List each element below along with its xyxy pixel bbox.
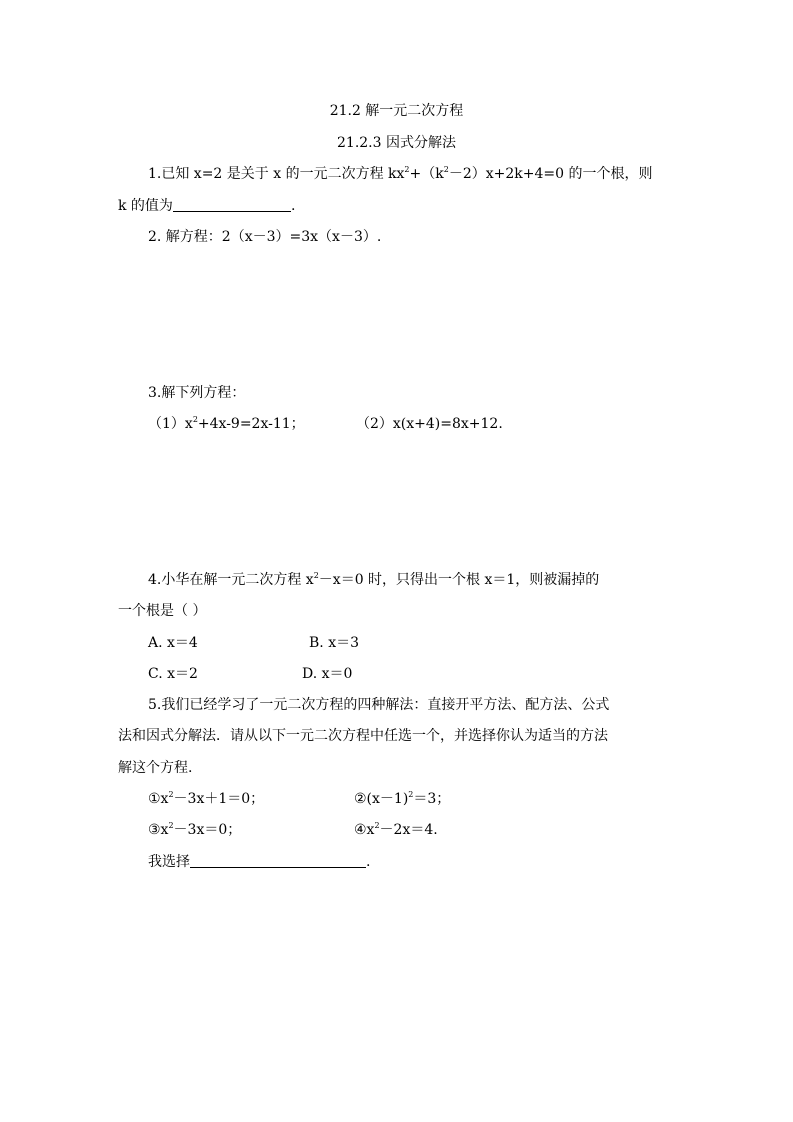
q4-exponent: 2 <box>313 571 319 580</box>
q3p1-text-a: （1）x <box>148 416 193 432</box>
q5e3-text-a: ③x <box>148 822 169 838</box>
q5e1-text-a: ①x <box>148 791 169 807</box>
question-3-heading: 3.解下列方程： <box>148 385 246 401</box>
q1-exponent-1: 2 <box>404 165 410 174</box>
q5e1-exponent: 2 <box>168 790 174 799</box>
q5-choice-line <box>148 852 370 872</box>
q5e2-text-b: ＝3； <box>413 791 451 807</box>
q1-text-e: . <box>290 198 296 214</box>
q5-equation-1 <box>148 789 264 809</box>
question-4-line-2: 一个根是（ ） <box>118 603 207 619</box>
q4-option-b[interactable]: B. x＝3 <box>309 635 359 651</box>
q5-equation-2 <box>354 789 450 809</box>
q5e4-text-b: －2x＝4. <box>379 822 438 838</box>
question-5-line-3: 解这个方程. <box>118 760 193 776</box>
question-5-line-2: 法和因式分解法．请从以下一元二次方程中任选一个，并选择你认为适当的方法 <box>118 728 608 744</box>
q5e1-text-b: －3x＋1＝0； <box>173 791 265 807</box>
q1-text-c: －2）x+2k+4=0 的一个根，则 <box>448 166 653 182</box>
q5e3-exponent: 2 <box>168 821 174 830</box>
q1-answer-blank[interactable] <box>173 197 291 212</box>
q5-equation-3 <box>148 820 241 840</box>
question-4-line-1 <box>148 570 599 590</box>
q5-choice-label: 我选择 <box>148 854 190 870</box>
q3p1-exponent: 2 <box>192 415 198 424</box>
q1-text-a: 1.已知 x=2 是关于 x 的一元二次方程 kx <box>148 166 405 182</box>
q5e2-text-a: ②(x－1) <box>354 791 409 807</box>
q5-equation-4 <box>354 820 438 840</box>
question-1-line-1 <box>148 164 652 184</box>
q4-option-a[interactable]: A. x＝4 <box>148 635 198 651</box>
q5e2-exponent: 2 <box>408 790 414 799</box>
question-3-part-2: （2）x(x+4)=8x+12. <box>356 416 503 432</box>
q1-exponent-2: 2 <box>443 165 449 174</box>
q1-text-b: +（k <box>409 166 444 182</box>
question-5-line-1: 5.我们已经学习了一元二次方程的四种解法：直接开平方法、配方法、公式 <box>148 697 610 713</box>
q3p1-text-b: +4x-9=2x-11； <box>197 416 305 432</box>
q5-choice-end: . <box>366 854 371 870</box>
q4-text-b: －x＝0 时，只得出一个根 x＝1，则被漏掉的 <box>318 572 600 588</box>
q5-choice-blank[interactable] <box>190 853 366 868</box>
page-title: 21.2 解一元二次方程 <box>329 103 464 119</box>
q1-text-d: k 的值为 <box>118 198 173 214</box>
question-3-part-1 <box>148 414 305 434</box>
q4-text-a: 4.小华在解一元二次方程 x <box>148 572 314 588</box>
q4-option-d[interactable]: D. x＝0 <box>302 666 353 682</box>
question-1-line-2 <box>118 196 295 216</box>
question-2: 2. 解方程：2（x－3）=3x（x－3）. <box>148 229 382 245</box>
q5e4-exponent: 2 <box>374 821 380 830</box>
q4-option-c[interactable]: C. x＝2 <box>148 666 198 682</box>
page-subtitle: 21.2.3 因式分解法 <box>337 135 456 151</box>
q5e3-text-b: －3x＝0； <box>173 822 242 838</box>
q5e4-text-a: ④x <box>354 822 375 838</box>
